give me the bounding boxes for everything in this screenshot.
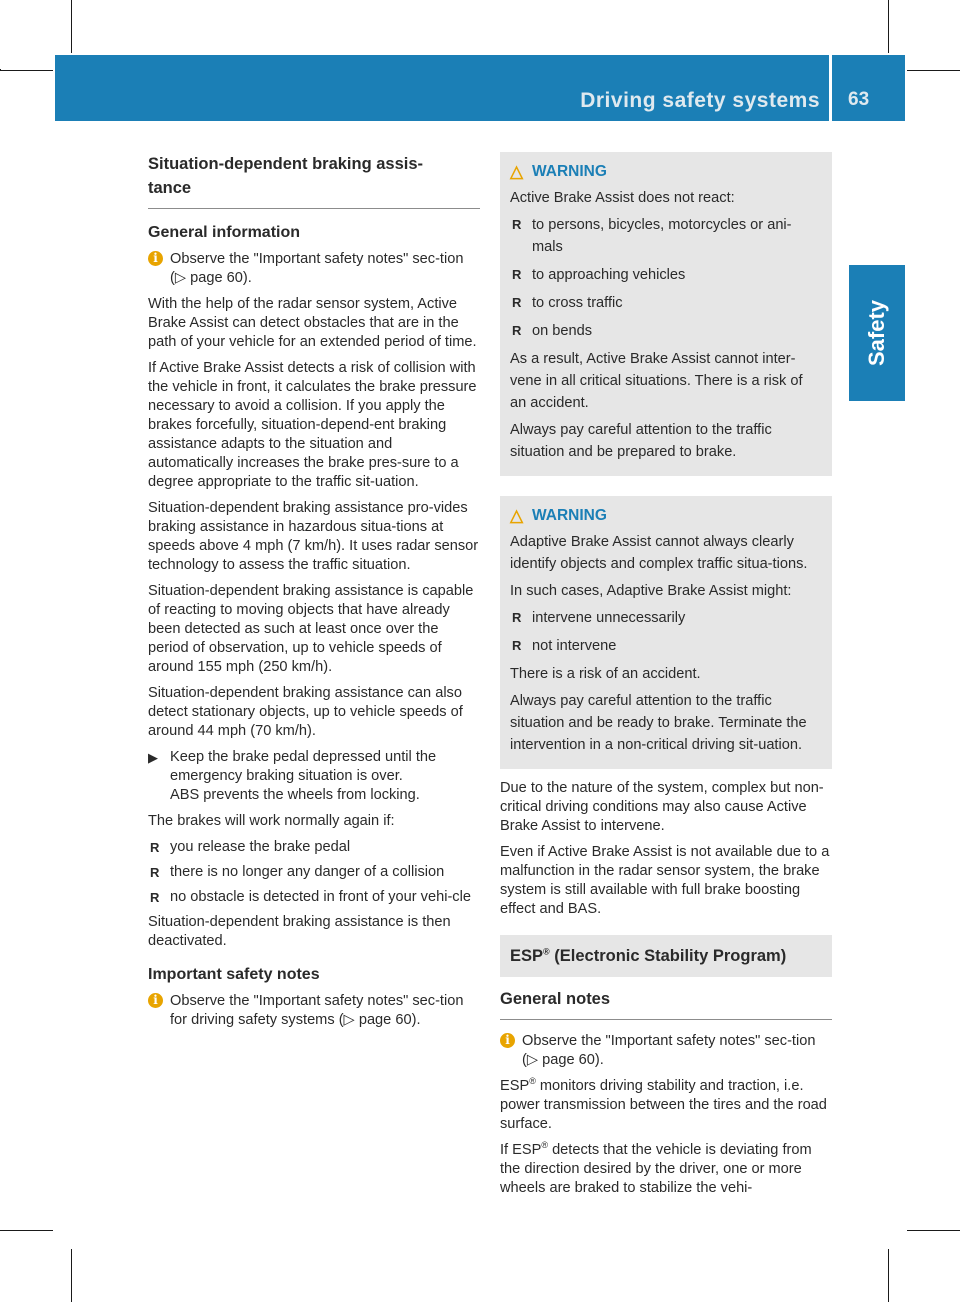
info-note xyxy=(148,250,480,288)
instruction-step xyxy=(148,748,480,805)
text: monitors driving stability and traction, i.e. power transmission between the tires and the road surface. xyxy=(500,1078,827,1132)
list-item xyxy=(510,264,822,286)
text: If ESP xyxy=(500,1142,542,1158)
esp-section-title xyxy=(510,944,822,968)
left-column xyxy=(148,152,480,1037)
step-result: ABS prevents the wheels from locking. xyxy=(170,787,420,803)
info-note-text: Observe the "Important safety notes" sec-tion (▷ page 60). xyxy=(522,1033,816,1068)
warning-heading xyxy=(510,506,822,525)
list-item xyxy=(510,635,822,657)
side-tab[interactable] xyxy=(849,265,905,401)
paragraph: Even if Active Brake Assist is not available due to a malfunction in the radar sensor system, the brake system is still available with full brake boosting effect and BAS. xyxy=(500,844,830,917)
chapter-title: Driving safety systems xyxy=(580,89,820,112)
header-divider xyxy=(829,55,832,121)
crop-mark xyxy=(888,1249,889,1302)
registered-mark: ® xyxy=(541,1140,549,1151)
bullet-icon: R xyxy=(512,217,522,232)
heading-general-notes: General notes xyxy=(500,990,611,1008)
bullet-icon: R xyxy=(512,610,522,625)
warning-text: As a result, Active Brake Assist cannot inter-vene in all critical situations. There is a risk of an accident. xyxy=(510,351,803,411)
bullet-icon: R xyxy=(512,267,522,282)
page-number: 63 xyxy=(848,89,870,110)
info-note-text: Observe the "Important safety notes" sec-tion for driving safety systems (▷ page 60). xyxy=(170,993,464,1028)
list-item-text: there is no longer any danger of a collision xyxy=(170,864,445,880)
warning-box xyxy=(500,152,832,476)
registered-mark: ® xyxy=(543,946,550,957)
list-item xyxy=(148,863,480,882)
paragraph xyxy=(500,1077,832,1134)
paragraph: If Active Brake Assist detects a risk of collision with the vehicle in front, it calculates the brake pressure necessary to avoid a collision. If you apply the brakes forcefully, situation-depend-ent braking assistance adapts to the situation and automatically increases the brake pres-sure to a degree appropriate to the traffic sit-uation. xyxy=(148,360,477,490)
bullet-icon: R xyxy=(150,840,160,855)
warning-text: Always pay careful attention to the traffic situation and be ready to brake. Terminate the intervention in a non-critical driving sit-uation. xyxy=(510,693,807,753)
list-item xyxy=(148,888,480,907)
registered-mark: ® xyxy=(529,1076,536,1087)
info-note xyxy=(500,1032,832,1070)
warning-text: In such cases, Adaptive Brake Assist might: xyxy=(510,583,792,599)
list-item xyxy=(148,838,480,857)
bullet-icon: R xyxy=(150,865,160,880)
list-item xyxy=(510,214,822,258)
bullet-icon: R xyxy=(512,295,522,310)
right-column xyxy=(500,152,832,1205)
paragraph: Situation-dependent braking assistance pro-vides braking assistance in hazardous situa-tions at speeds above 4 mph (7 km/h). It uses radar sensor technology to assess the traffic situation. xyxy=(148,500,479,573)
step-arrow-icon: ▶ xyxy=(148,750,158,765)
crop-mark xyxy=(888,0,889,53)
paragraph: Situation-dependent braking assistance is capable of reacting to moving objects that have already been detected as such at least once over the period of observation, up to vehicle speeds of around 155 mph (250 km/h). xyxy=(148,583,474,675)
list-item-text: on bends xyxy=(532,323,593,339)
heading-general-information: General information xyxy=(148,224,301,241)
warning-box xyxy=(500,496,832,769)
list-item-text: to approaching vehicles xyxy=(532,267,686,283)
section-rule xyxy=(148,208,480,209)
paragraph: Situation-dependent braking assistance can also detect stationary objects, up to vehicle speeds of around 44 mph (70 km/h). xyxy=(148,685,463,739)
list-item-text: not intervene xyxy=(532,638,617,654)
paragraph: Situation-dependent braking assistance is then deactivated. xyxy=(148,914,451,949)
crop-mark xyxy=(907,70,960,71)
bullet-icon: R xyxy=(150,890,160,905)
warning-heading xyxy=(510,162,822,181)
info-icon: i xyxy=(148,251,163,266)
section-title: Situation-dependent braking assis-tance xyxy=(148,155,424,197)
warning-triangle-icon: △ xyxy=(510,506,524,525)
list-item xyxy=(510,320,822,342)
crop-mark xyxy=(71,1249,72,1302)
paragraph: Due to the nature of the system, complex but non-critical driving conditions may also cause Active Brake Assist to intervene. xyxy=(500,780,824,834)
list-item-text: no obstacle is detected in front of your vehi-cle xyxy=(170,889,471,905)
list-item-text: intervene unnecessarily xyxy=(532,610,686,626)
step-text: Keep the brake pedal depressed until the emergency braking situation is over. xyxy=(170,749,437,784)
crop-mark xyxy=(0,1230,53,1231)
heading-important-safety-notes: Important safety notes xyxy=(148,966,320,983)
esp-title-text: ESP xyxy=(510,947,544,965)
list-item-text: to persons, bicycles, motorcycles or ani-mals xyxy=(532,217,792,255)
section-rule xyxy=(500,1019,832,1020)
warning-text: Active Brake Assist does not react: xyxy=(510,190,735,206)
warning-label: WARNING xyxy=(532,507,607,524)
warning-text: There is a risk of an accident. xyxy=(510,666,701,682)
list-item xyxy=(510,292,822,314)
crop-mark xyxy=(907,1230,960,1231)
warning-text: Always pay careful attention to the traffic situation and be prepared to brake. xyxy=(510,422,772,460)
text: detects that the vehicle is deviating from the direction desired by the driver, one or more wheels are braked to stabilize the vehi- xyxy=(500,1142,812,1196)
crop-mark xyxy=(0,70,53,71)
esp-heading-box xyxy=(500,935,832,977)
text: ESP xyxy=(500,1078,530,1094)
bullet-icon: R xyxy=(512,323,522,338)
info-note xyxy=(148,992,480,1030)
warning-label: WARNING xyxy=(532,163,607,180)
paragraph: With the help of the radar sensor system, Active Brake Assist can detect obstacles that are in the path of your vehicle for an extended period of time. xyxy=(148,296,477,350)
list-item xyxy=(510,607,822,629)
info-icon: i xyxy=(148,993,163,1008)
paragraph xyxy=(500,1141,832,1198)
warning-triangle-icon: △ xyxy=(510,162,524,181)
side-tab-label: Safety xyxy=(864,299,889,367)
list-item-text: you release the brake pedal xyxy=(170,839,351,855)
crop-mark xyxy=(71,0,72,53)
paragraph: The brakes will work normally again if: xyxy=(148,813,395,829)
info-note-text: Observe the "Important safety notes" sec-tion (▷ page 60). xyxy=(170,251,464,286)
bullet-icon: R xyxy=(512,638,522,653)
warning-text: Adaptive Brake Assist cannot always clearly identify objects and complex traffic situa-tions. xyxy=(510,534,808,572)
esp-title-text: (Electronic Stability Program) xyxy=(549,947,787,965)
info-icon: i xyxy=(500,1033,515,1048)
list-item-text: to cross traffic xyxy=(532,295,623,311)
